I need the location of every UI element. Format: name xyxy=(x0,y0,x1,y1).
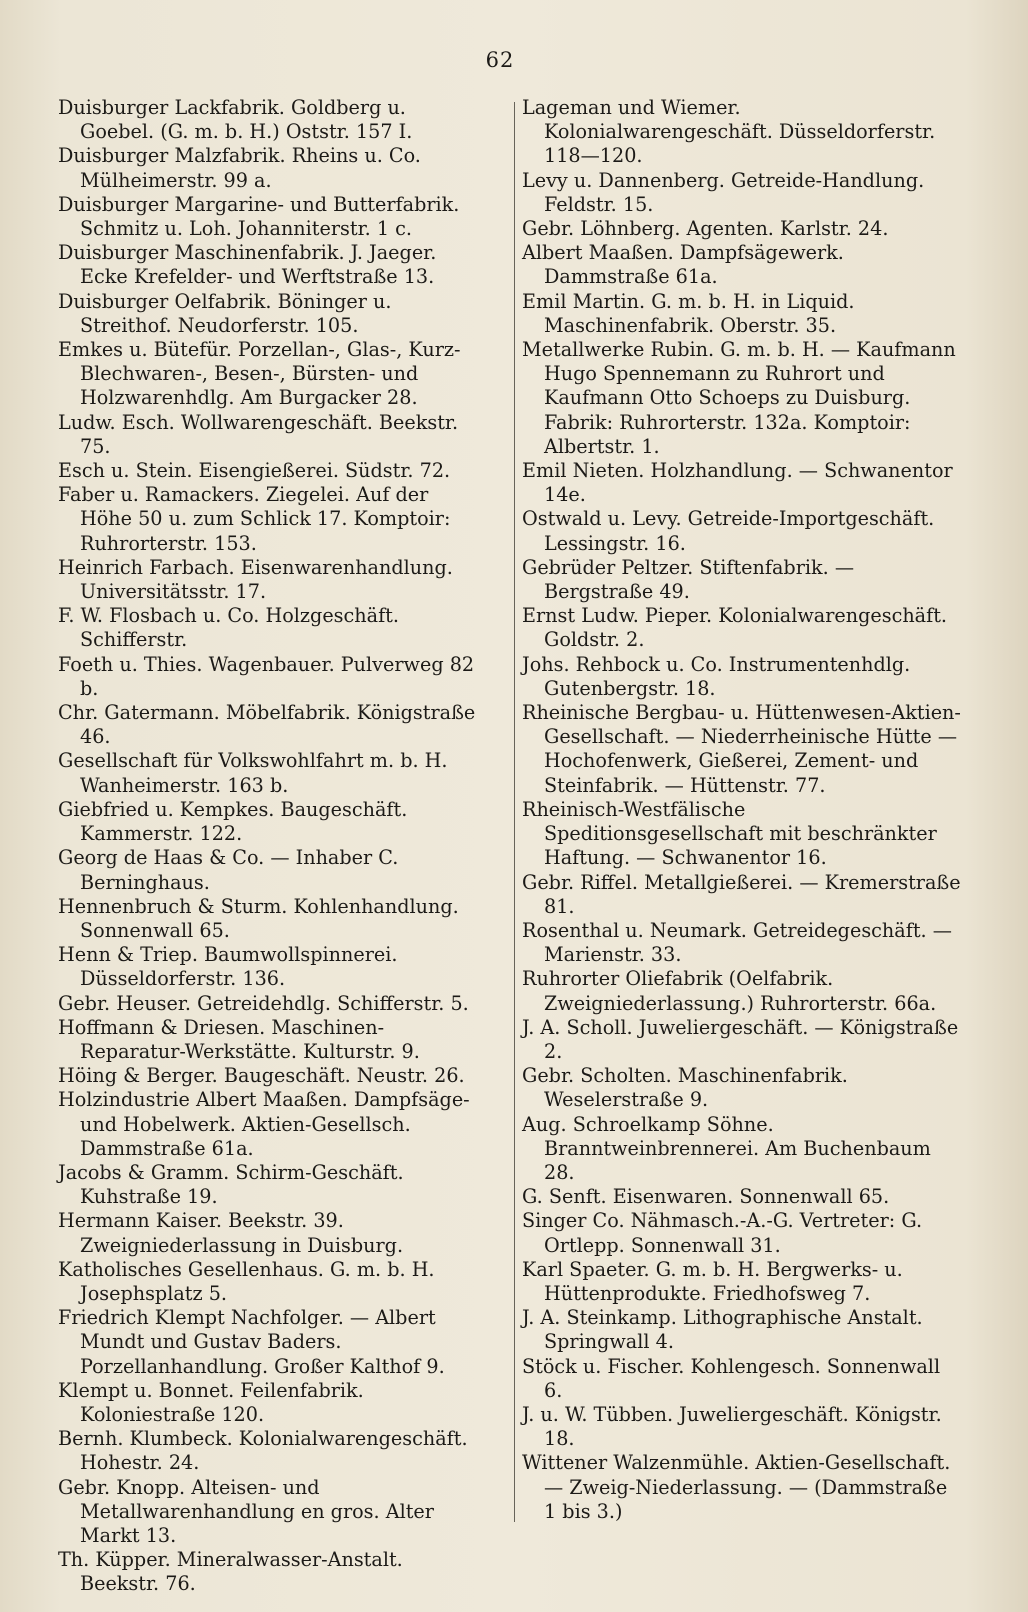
directory-entry: Klempt u. Bonnet. Feilenfabrik. Koloniestraße 120. xyxy=(58,1378,364,1426)
directory-entry: Levy u. Dannenberg. Getreide-Handlung. Feldstr. 15. xyxy=(522,168,925,216)
directory-entry: Rheinisch-Westfälische Speditionsgesellschaft mit beschränkter Haftung. — Schwanentor 16. xyxy=(522,797,937,870)
directory-entry: Gebr. Scholten. Maschinenfabrik. Weselerstraße 9. xyxy=(522,1064,848,1112)
directory-entry: Holzindustrie Albert Maaßen. Dampfsäge- und Hobelwerk. Aktien-Gesellsch. Dammstraße 61a. xyxy=(58,1088,470,1160)
right-column xyxy=(522,96,962,1524)
directory-entry: Stöck u. Fischer. Kohlengesch. Sonnenwall 6. xyxy=(522,1354,941,1402)
directory-entry: Emil Nieten. Holzhandlung. — Schwanentor 14e. xyxy=(522,459,953,507)
page-number: 62 xyxy=(485,48,515,72)
directory-entry: J. u. W. Tübben. Juweliergeschäft. Königstr. 18. xyxy=(522,1402,942,1451)
directory-entry: F. W. Flosbach u. Co. Holzgeschäft. Schifferstr. xyxy=(58,604,399,652)
directory-entry: Ruhrorter Oliefabrik (Oelfabrik. Zweigniederlassung.) Ruhrorterstr. 66a. xyxy=(522,967,937,1015)
column-divider xyxy=(514,102,515,1522)
directory-entry: Duisburger Lackfabrik. Goldberg u. Goebel. (G. m. b. H.) Oststr. 157 I. xyxy=(58,96,413,144)
directory-entry: J. A. Scholl. Juweliergeschäft. — Königstraße 2. xyxy=(522,1015,959,1063)
directory-entry: Johs. Rehbock u. Co. Instrumentenhdlg. Gutenbergstr. 18. xyxy=(522,652,911,700)
directory-entry: Duisburger Margarine- und Butterfabrik. Schmitz u. Loh. Johanniterstr. 1 c. xyxy=(58,192,460,241)
directory-entry: Singer Co. Nähmasch.-A.-G. Vertreter: G. Ortlepp. Sonnenwall 31. xyxy=(522,1209,923,1257)
directory-entry: Giebfried u. Kempkes. Baugeschäft. Kammerstr. 122. xyxy=(58,797,408,846)
directory-entry: Gebr. Knopp. Alteisen- und Metallwarenhandlung en gros. Alter Markt 13. xyxy=(58,1475,434,1547)
directory-entry: Heinrich Farbach. Eisenwarenhandlung. Universitätsstr. 17. xyxy=(58,555,453,604)
directory-entry: Rosenthal u. Neumark. Getreidegeschäft. — Marienstr. 33. xyxy=(522,918,952,967)
directory-entry: Hennenbruch & Sturm. Kohlenhandlung. Sonnenwall 65. xyxy=(58,894,459,942)
directory-entry: Katholisches Gesellenhaus. G. m. b. H. Josephsplatz 5. xyxy=(58,1257,435,1305)
directory-entry: Emkes u. Bütefür. Porzellan-, Glas-, Kurz-Blechwaren-, Besen-, Bürsten- und Holzwarenhdlg. Am Burgacker 28. xyxy=(58,338,461,410)
directory-entry: Henn & Triep. Baumwollspinnerei. Düsseldorferstr. 136. xyxy=(58,943,398,991)
directory-entry: Duisburger Malzfabrik. Rheins u. Co. Mülheimerstr. 99 a. xyxy=(58,144,421,192)
directory-entry: Albert Maaßen. Dampfsägewerk. Dammstraße 61a. xyxy=(522,241,844,289)
directory-entry: Th. Küpper. Mineralwasser-Anstalt. Beekstr. 76. xyxy=(58,1548,403,1596)
directory-entry: Ernst Ludw. Pieper. Kolonialwarengeschäft. Goldstr. 2. xyxy=(522,604,948,652)
directory-entry: Esch u. Stein. Eisengießerei. Südstr. 72. xyxy=(58,459,451,483)
directory-entry: Aug. Schroelkamp Söhne. Branntweinbrennerei. Am Buchenbaum 28. xyxy=(522,1112,931,1184)
directory-entry: Gebr. Heuser. Getreidehdlg. Schifferstr. 5. xyxy=(58,991,469,1015)
left-column xyxy=(58,96,478,1597)
directory-entry: Emil Martin. G. m. b. H. in Liquid. Maschinenfabrik. Oberstr. 35. xyxy=(522,289,855,337)
directory-entry: Foeth u. Thies. Wagenbauer. Pulverweg 82 b. xyxy=(58,652,475,700)
directory-entry: Duisburger Oelfabrik. Böninger u. Streithof. Neudorferstr. 105. xyxy=(58,289,392,337)
directory-entry: Hermann Kaiser. Beekstr. 39. Zweigniederlassung in Duisburg. xyxy=(58,1209,404,1257)
directory-entry: Ostwald u. Levy. Getreide-Importgeschäft. Lessingstr. 16. xyxy=(522,507,935,555)
directory-entry: Wittener Walzenmühle. Aktien-Gesellschaft. — Zweig-Niederlassung. — (Dammstraße 1 bis 3.) xyxy=(522,1451,951,1523)
directory-entry: Hoffmann & Driesen. Maschinen-Reparatur-Werkstätte. Kulturstr. 9. xyxy=(58,1015,420,1063)
directory-entry: J. A. Steinkamp. Lithographische Anstalt. Springwall 4. xyxy=(522,1306,923,1354)
directory-entry: Lageman und Wiemer. Kolonialwarengeschäft. Düsseldorferstr. 118—120. xyxy=(522,96,936,168)
directory-entry: Gebr. Löhnberg. Agenten. Karlstr. 24. xyxy=(522,217,889,241)
directory-entry: Metallwerke Rubin. G. m. b. H. — Kaufmann Hugo Spennemann zu Ruhrort und Kaufmann Otto Schoeps zu Duisburg. Fabrik: Ruhrorterstr. 132a. Komptoir: Albertstr. 1. xyxy=(522,338,956,458)
directory-entry: Rheinische Bergbau- u. Hüttenwesen-Aktien-Gesellschaft. — Niederrheinische Hütte — Hochofenwerk, Gießerei, Zement- und Steinfabrik. — Hüttenstr. 77. xyxy=(522,701,961,797)
directory-entry: Höing & Berger. Baugeschäft. Neustr. 26. xyxy=(58,1064,465,1088)
directory-entry: Gebrüder Peltzer. Stiftenfabrik. — Bergstraße 49. xyxy=(522,555,855,604)
directory-entry: Faber u. Ramackers. Ziegelei. Auf der Höhe 50 u. zum Schlick 17. Komptoir: Ruhrorterstr. 153. xyxy=(58,483,451,555)
directory-entry: Duisburger Maschinenfabrik. J. Jaeger. Ecke Krefelder- und Werftstraße 13. xyxy=(58,241,437,289)
directory-entry: Gebr. Riffel. Metallgießerei. — Kremerstraße 81. xyxy=(522,870,961,918)
directory-entry: Karl Spaeter. G. m. b. H. Bergwerks- u. Hüttenprodukte. Friedhofsweg 7. xyxy=(522,1257,903,1305)
directory-entry: Ludw. Esch. Wollwarengeschäft. Beekstr. 75. xyxy=(58,410,459,458)
directory-entry: G. Senft. Eisenwaren. Sonnenwall 65. xyxy=(522,1185,890,1209)
directory-entry: Georg de Haas & Co. — Inhaber C. Berninghaus. xyxy=(58,846,399,894)
directory-entry: Chr. Gatermann. Möbelfabrik. Königstraße 46. xyxy=(58,701,476,749)
directory-entry: Friedrich Klempt Nachfolger. — Albert Mundt und Gustav Baders. Porzellanhandlung. Großer Kalthof 9. xyxy=(58,1306,445,1378)
directory-entry: Gesellschaft für Volkswohlfahrt m. b. H. Wanheimerstr. 163 b. xyxy=(58,749,448,797)
directory-entry: Jacobs & Gramm. Schirm-Geschäft. Kuhstraße 19. xyxy=(58,1160,404,1209)
directory-entry: Bernh. Klumbeck. Kolonialwarengeschäft. Hohestr. 24. xyxy=(58,1427,468,1475)
